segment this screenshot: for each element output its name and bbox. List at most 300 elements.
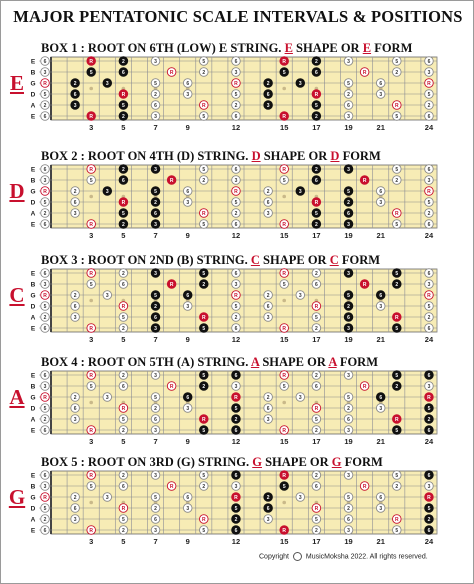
fret-number-label: 7: [153, 335, 158, 344]
box-4: [1, 355, 474, 463]
note-interval-label: 6: [266, 406, 270, 412]
box-1-side-letter: E: [9, 71, 24, 95]
note-interval-label: R: [169, 178, 174, 184]
note-interval-label: R: [394, 517, 399, 523]
note-interval-label: 5: [314, 417, 318, 423]
note-interval-label: 2: [121, 428, 125, 434]
note-interval-label: 5: [314, 211, 318, 217]
note-interval-label: 2: [202, 384, 206, 390]
string-name-label: E: [30, 166, 36, 174]
string-name-label: B: [30, 383, 36, 391]
fret-number-label: 9: [185, 231, 190, 240]
note-interval-label: 2: [427, 517, 431, 523]
note-interval-label: 6: [121, 484, 125, 490]
note-interval-label: 2: [266, 395, 270, 401]
note-interval-label: 3: [43, 178, 47, 184]
note-interval-label: 6: [73, 304, 77, 310]
note-interval-label: 6: [314, 70, 318, 76]
note-interval-label: 6: [186, 189, 190, 195]
note-interval-label: 3: [43, 70, 47, 76]
note-interval-label: 2: [266, 495, 270, 501]
note-interval-label: R: [282, 167, 287, 173]
note-interval-label: 6: [379, 495, 383, 501]
note-interval-label: 3: [234, 178, 238, 184]
fret-number-label: 15: [280, 335, 289, 344]
note-interval-label: 5: [234, 200, 238, 206]
note-interval-label: 3: [298, 81, 302, 87]
note-interval-label: 6: [234, 373, 238, 379]
note-interval-label: 3: [347, 373, 350, 379]
note-interval-label: 6: [234, 114, 238, 120]
note-interval-label: 6: [234, 271, 238, 277]
note-interval-label: R: [427, 189, 431, 195]
note-interval-label: 2: [427, 211, 431, 217]
fret-number-label: 5: [121, 537, 126, 546]
note-interval-label: 3: [427, 282, 431, 288]
string-name-label: E: [30, 113, 36, 121]
note-interval-label: 5: [89, 484, 93, 490]
note-interval-label: 6: [427, 114, 431, 120]
note-interval-label: R: [282, 59, 287, 65]
note-interval-label: 2: [234, 315, 238, 321]
fret-number-label: 24: [424, 335, 434, 344]
note-interval-label: 5: [121, 517, 125, 523]
note-interval-label: 5: [395, 167, 399, 173]
note-interval-label: R: [89, 59, 94, 65]
string-name-label: E: [30, 58, 36, 66]
note-interval-label: 3: [427, 384, 431, 390]
copyright-icon: [293, 552, 302, 561]
note-interval-label: R: [427, 293, 431, 299]
note-interval-label: 5: [202, 326, 206, 332]
note-interval-label: R: [362, 384, 367, 390]
string-name-label: E: [30, 372, 36, 380]
note-interval-label: R: [43, 189, 47, 195]
note-interval-label: 2: [43, 103, 47, 109]
note-interval-label: 6: [266, 506, 270, 512]
note-interval-label: R: [89, 271, 94, 277]
note-interval-label: 2: [121, 114, 125, 120]
note-interval-label: 3: [347, 473, 350, 479]
note-interval-label: 5: [89, 70, 93, 76]
string-name-label: E: [30, 270, 36, 278]
note-interval-label: 5: [395, 59, 399, 65]
note-interval-label: 6: [43, 528, 47, 534]
note-interval-label: 2: [202, 282, 206, 288]
note-interval-label: 2: [43, 517, 47, 523]
fret-number-label: 17: [312, 335, 321, 344]
note-interval-label: 2: [73, 293, 77, 299]
note-interval-label: 3: [266, 211, 270, 217]
note-interval-label: 6: [347, 211, 350, 217]
note-interval-label: R: [282, 473, 287, 479]
inlay-dot: [282, 299, 286, 303]
note-interval-label: R: [169, 484, 174, 490]
note-interval-label: 2: [73, 81, 77, 87]
string-name-label: E: [30, 472, 36, 480]
note-interval-label: 6: [234, 473, 238, 479]
note-interval-label: R: [121, 304, 126, 310]
note-interval-label: 6: [121, 384, 125, 390]
string-name-label: E: [30, 427, 36, 435]
fret-number-label: 24: [424, 537, 434, 546]
note-interval-label: R: [282, 373, 287, 379]
note-interval-label: 3: [234, 484, 238, 490]
fret-number-label: 3: [89, 437, 94, 446]
fret-number-label: 24: [424, 437, 434, 446]
note-interval-label: 3: [379, 92, 383, 98]
note-interval-label: 5: [347, 395, 350, 401]
note-interval-label: 5: [314, 517, 318, 523]
note-interval-label: 2: [314, 59, 318, 65]
note-interval-label: 2: [314, 428, 318, 434]
note-interval-label: R: [89, 373, 94, 379]
note-interval-label: 6: [73, 200, 77, 206]
note-interval-label: 5: [347, 293, 350, 299]
note-interval-label: 6: [379, 293, 383, 299]
note-interval-label: R: [121, 506, 126, 512]
inlay-dot: [89, 501, 93, 505]
fret-number-label: 19: [344, 335, 353, 344]
note-interval-label: 2: [202, 484, 206, 490]
note-interval-label: 5: [282, 282, 286, 288]
note-interval-label: 5: [427, 200, 431, 206]
note-interval-label: 3: [266, 103, 270, 109]
note-interval-label: R: [314, 506, 319, 512]
note-interval-label: R: [43, 495, 47, 501]
note-interval-label: 2: [121, 373, 125, 379]
fret-number-label: 21: [376, 437, 385, 446]
note-interval-label: 6: [186, 495, 190, 501]
inlay-dot: [89, 87, 93, 91]
string-name-label: A: [30, 210, 36, 218]
note-interval-label: 2: [202, 178, 206, 184]
fret-number-label: 17: [312, 537, 321, 546]
note-interval-label: R: [43, 81, 47, 87]
note-interval-label: 2: [427, 315, 431, 321]
note-interval-label: 2: [347, 200, 350, 206]
fret-number-label: 3: [89, 231, 94, 240]
note-interval-label: 3: [186, 200, 190, 206]
string-name-label: G: [30, 292, 36, 300]
fret-number-label: 9: [185, 437, 190, 446]
note-interval-label: 3: [186, 506, 190, 512]
note-interval-label: 3: [347, 222, 350, 228]
fret-number-label: 3: [89, 123, 94, 132]
note-interval-label: 6: [266, 304, 270, 310]
note-interval-label: 5: [395, 428, 399, 434]
fret-number-label: 19: [344, 437, 353, 446]
note-interval-label: 5: [43, 506, 47, 512]
note-interval-label: R: [282, 271, 287, 277]
note-interval-label: R: [43, 395, 47, 401]
note-interval-label: 6: [43, 473, 47, 479]
note-interval-label: 3: [266, 417, 270, 423]
string-name-label: E: [30, 527, 36, 535]
fret-number-label: 19: [344, 537, 353, 546]
string-name-label: A: [30, 516, 36, 524]
note-interval-label: 2: [314, 528, 318, 534]
box-1-title: BOX 1 : ROOT ON 6TH (LOW) E STRING. E SHAPE OR E FORM: [41, 41, 413, 55]
note-interval-label: 2: [347, 406, 350, 412]
note-interval-label: 3: [73, 517, 77, 523]
note-interval-label: 2: [121, 271, 125, 277]
box-2-fretboard: [1, 163, 474, 259]
fret-number-label: 21: [376, 123, 385, 132]
note-interval-label: 5: [202, 222, 206, 228]
string-name-label: D: [30, 303, 36, 311]
note-interval-label: 6: [43, 373, 47, 379]
copyright-line: Copyright MusicMoksha 2022. All rights reserved.: [259, 553, 428, 561]
note-interval-label: 5: [202, 114, 206, 120]
note-interval-label: R: [394, 417, 399, 423]
note-interval-label: 3: [105, 81, 109, 87]
note-interval-label: 5: [202, 528, 206, 534]
note-interval-label: 3: [298, 189, 302, 195]
note-interval-label: 2: [234, 211, 238, 217]
note-interval-label: 2: [347, 506, 350, 512]
note-interval-label: 3: [43, 282, 47, 288]
note-interval-label: 2: [234, 103, 238, 109]
note-interval-label: R: [362, 484, 367, 490]
note-interval-label: 2: [121, 326, 125, 332]
string-name-label: G: [30, 394, 36, 402]
note-interval-label: 3: [154, 373, 157, 379]
note-interval-label: R: [282, 326, 287, 332]
note-interval-label: 2: [266, 81, 270, 87]
note-interval-label: 2: [73, 495, 77, 501]
fret-number-label: 9: [185, 123, 190, 132]
fret-number-label: 7: [153, 231, 158, 240]
box-5-title: BOX 5 : ROOT ON 3RD (G) STRING. G SHAPE OR G FORM: [41, 455, 383, 469]
note-interval-label: 2: [73, 189, 77, 195]
fret-number-label: 17: [312, 231, 321, 240]
note-interval-label: R: [427, 495, 431, 501]
note-interval-label: R: [89, 473, 94, 479]
fret-number-label: 12: [231, 335, 241, 344]
note-interval-label: 6: [234, 326, 238, 332]
fret-number-label: 15: [280, 123, 289, 132]
note-interval-label: 5: [202, 271, 206, 277]
note-interval-label: 2: [43, 315, 47, 321]
note-interval-label: 5: [234, 406, 238, 412]
note-interval-label: 2: [154, 92, 157, 98]
note-interval-label: R: [234, 293, 238, 299]
fret-number-label: 21: [376, 335, 385, 344]
note-interval-label: 5: [282, 384, 286, 390]
note-interval-label: 2: [427, 417, 431, 423]
note-interval-label: 3: [347, 167, 350, 173]
note-interval-label: R: [201, 417, 206, 423]
box-5-fretboard: [1, 469, 474, 565]
note-interval-label: R: [43, 293, 47, 299]
note-interval-label: 5: [347, 189, 350, 195]
note-interval-label: 2: [121, 222, 125, 228]
note-interval-label: 6: [186, 293, 190, 299]
note-interval-label: 3: [105, 189, 109, 195]
inlay-dot: [282, 195, 286, 199]
inlay-dot: [282, 87, 286, 91]
note-interval-label: 3: [234, 384, 238, 390]
note-interval-label: 5: [395, 473, 399, 479]
note-interval-label: 2: [121, 167, 125, 173]
note-interval-label: 5: [43, 406, 47, 412]
box-5-side-letter: G: [8, 485, 26, 509]
note-interval-label: 2: [154, 200, 157, 206]
note-interval-label: R: [169, 70, 174, 76]
note-interval-label: 3: [347, 114, 350, 120]
note-interval-label: 2: [154, 406, 157, 412]
note-interval-label: 5: [395, 271, 399, 277]
note-interval-label: 6: [427, 528, 431, 534]
note-interval-label: 2: [43, 211, 47, 217]
note-interval-label: 5: [154, 395, 157, 401]
note-interval-label: 3: [105, 495, 109, 501]
fret-number-label: 5: [121, 123, 126, 132]
note-interval-label: 6: [347, 417, 350, 423]
note-interval-label: 6: [43, 114, 47, 120]
note-interval-label: R: [234, 495, 238, 501]
string-name-label: B: [30, 281, 36, 289]
fret-number-label: 21: [376, 231, 385, 240]
note-interval-label: 3: [347, 59, 350, 65]
note-interval-label: 6: [379, 81, 383, 87]
note-interval-label: 2: [121, 528, 125, 534]
string-name-label: G: [30, 188, 36, 196]
note-interval-label: 2: [395, 384, 399, 390]
note-interval-label: 2: [121, 59, 125, 65]
note-interval-label: R: [234, 189, 238, 195]
note-interval-label: 6: [427, 222, 431, 228]
note-interval-label: R: [201, 211, 206, 217]
note-interval-label: 6: [43, 59, 47, 65]
box-3-fretboard: [1, 267, 474, 363]
note-interval-label: 2: [314, 114, 318, 120]
note-interval-label: R: [282, 114, 287, 120]
fret-number-label: 3: [89, 335, 94, 344]
note-interval-label: 5: [395, 222, 399, 228]
note-interval-label: 3: [347, 271, 350, 277]
note-interval-label: 2: [314, 222, 318, 228]
note-interval-label: 5: [347, 495, 350, 501]
note-interval-label: 3: [154, 59, 157, 65]
note-interval-label: 5: [43, 92, 47, 98]
note-interval-label: 6: [314, 384, 318, 390]
note-interval-label: 5: [282, 484, 286, 490]
note-interval-label: R: [314, 304, 319, 310]
note-interval-label: 6: [314, 282, 318, 288]
note-interval-label: 3: [154, 114, 157, 120]
note-interval-label: 6: [73, 506, 77, 512]
note-interval-label: 6: [427, 373, 431, 379]
note-interval-label: 3: [234, 70, 238, 76]
note-interval-label: 5: [154, 81, 157, 87]
string-name-label: B: [30, 69, 36, 77]
note-interval-label: 2: [121, 473, 125, 479]
fret-number-label: 24: [424, 123, 434, 132]
note-interval-label: 5: [121, 103, 125, 109]
note-interval-label: 5: [43, 200, 47, 206]
string-name-label: D: [30, 405, 36, 413]
box-2-title: BOX 2 : ROOT ON 4TH (D) STRING. D SHAPE OR D FORM: [41, 149, 381, 163]
note-interval-label: 6: [427, 473, 431, 479]
fret-number-label: 19: [344, 231, 353, 240]
note-interval-label: 6: [427, 167, 431, 173]
note-interval-label: 5: [202, 473, 206, 479]
string-name-label: B: [30, 177, 36, 185]
fret-number-label: 24: [424, 231, 434, 240]
note-interval-label: 3: [154, 167, 157, 173]
note-interval-label: 6: [379, 395, 383, 401]
fret-number-label: 15: [280, 537, 289, 546]
note-interval-label: 5: [395, 528, 399, 534]
note-interval-label: 3: [73, 103, 77, 109]
note-interval-label: 3: [154, 528, 157, 534]
fret-number-label: 7: [153, 437, 158, 446]
note-interval-label: 3: [154, 222, 157, 228]
note-interval-label: R: [121, 406, 126, 412]
note-interval-label: 3: [43, 484, 47, 490]
fret-number-label: 5: [121, 437, 126, 446]
note-interval-label: 5: [202, 373, 206, 379]
note-interval-label: 5: [202, 167, 206, 173]
note-interval-label: 3: [379, 200, 383, 206]
note-interval-label: 5: [427, 304, 431, 310]
string-name-label: G: [30, 494, 36, 502]
note-interval-label: R: [427, 81, 431, 87]
note-interval-label: R: [89, 428, 94, 434]
note-interval-label: 6: [234, 222, 238, 228]
fret-number-label: 17: [312, 437, 321, 446]
note-interval-label: R: [282, 222, 287, 228]
note-interval-label: 6: [154, 417, 157, 423]
note-interval-label: 5: [282, 70, 286, 76]
inlay-dot: [282, 501, 286, 505]
note-interval-label: R: [89, 167, 94, 173]
note-interval-label: 5: [121, 417, 125, 423]
box-3: [1, 253, 474, 361]
note-interval-label: R: [201, 103, 206, 109]
note-interval-label: 6: [314, 484, 318, 490]
note-interval-label: 2: [314, 373, 318, 379]
note-interval-label: 5: [121, 211, 125, 217]
note-interval-label: 3: [234, 282, 238, 288]
note-interval-label: R: [89, 114, 94, 120]
note-interval-label: 2: [395, 484, 399, 490]
note-interval-label: R: [89, 528, 94, 534]
fret-number-label: 12: [231, 123, 241, 132]
note-interval-label: 5: [89, 178, 93, 184]
note-interval-label: 6: [43, 222, 47, 228]
note-interval-label: 6: [154, 517, 157, 523]
note-interval-label: 2: [154, 506, 157, 512]
note-interval-label: 3: [379, 506, 383, 512]
note-interval-label: R: [282, 428, 287, 434]
note-interval-label: 5: [202, 59, 206, 65]
note-interval-label: 3: [186, 92, 190, 98]
note-interval-label: R: [89, 222, 94, 228]
note-interval-label: 6: [427, 271, 431, 277]
note-interval-label: 2: [347, 92, 350, 98]
string-name-label: E: [30, 221, 36, 229]
note-interval-label: R: [121, 92, 126, 98]
inlay-dot: [89, 401, 93, 405]
note-interval-label: 6: [234, 167, 238, 173]
note-interval-label: 2: [395, 282, 399, 288]
note-interval-label: 6: [154, 103, 157, 109]
string-name-label: B: [30, 483, 36, 491]
fret-number-label: 17: [312, 123, 321, 132]
